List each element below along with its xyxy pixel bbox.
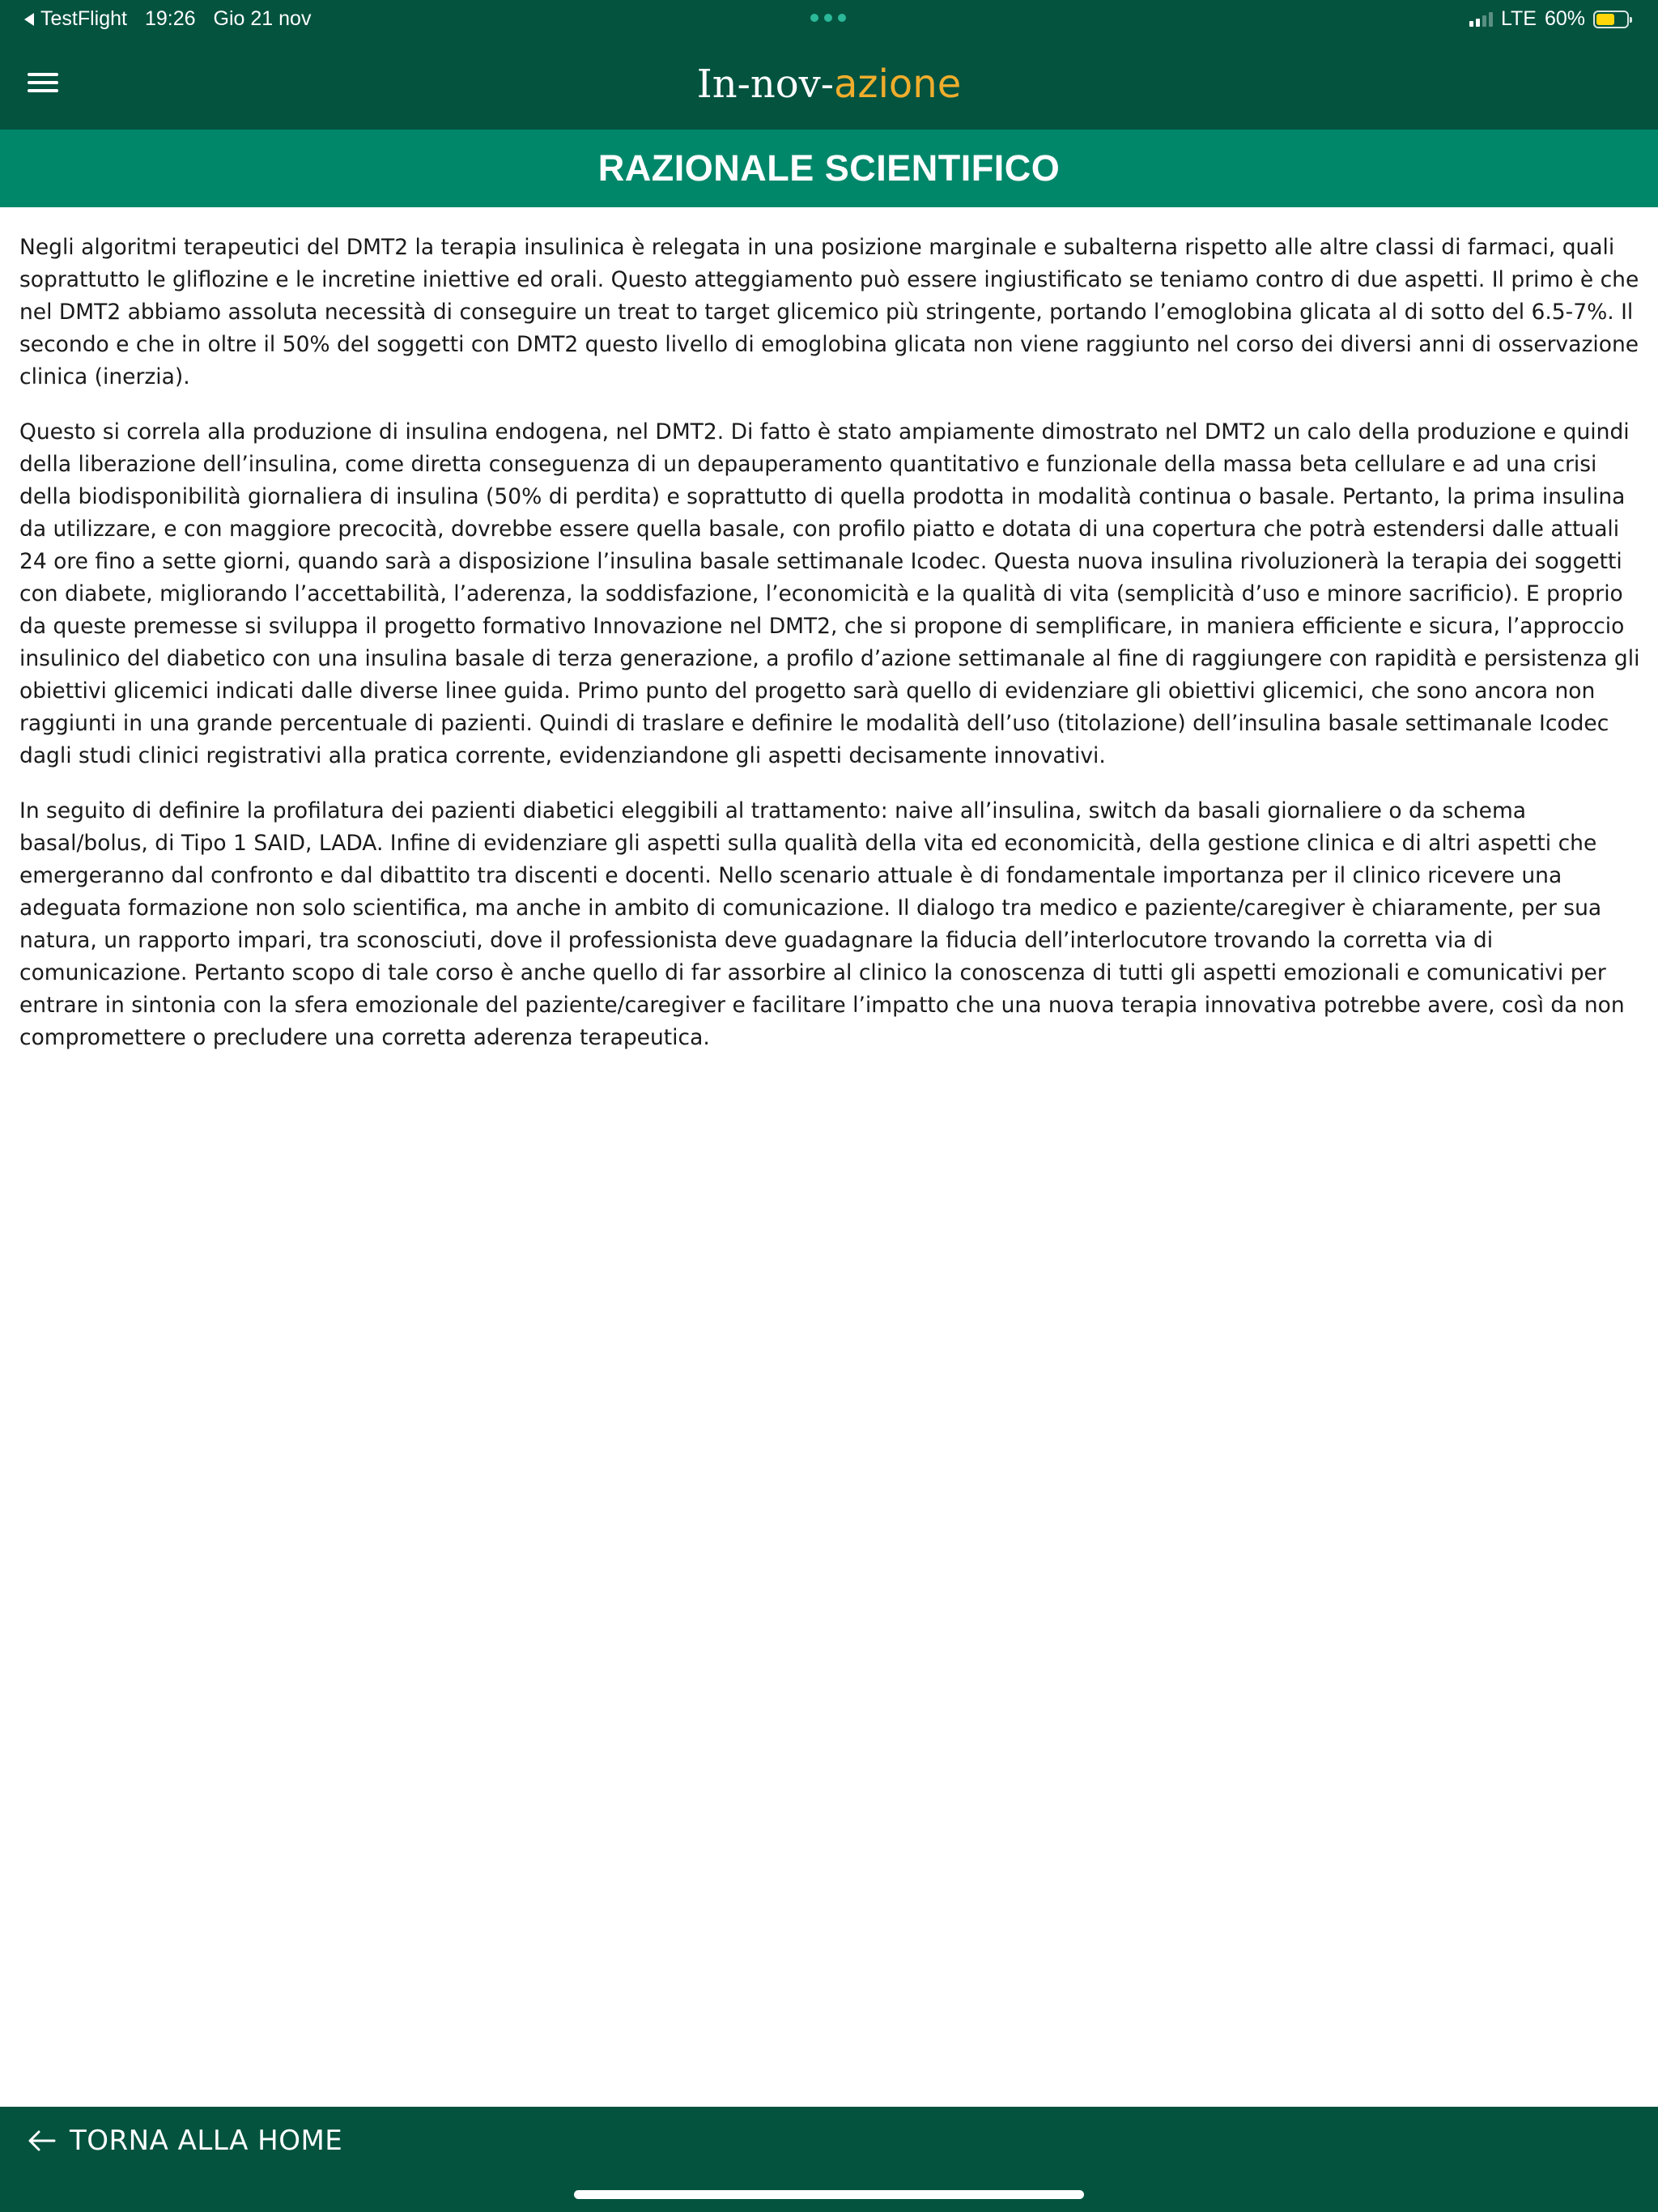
content-body bbox=[19, 232, 1642, 1077]
status-time: 19:26 bbox=[144, 7, 196, 30]
app-title bbox=[0, 62, 1658, 107]
section-title: RAZIONALE SCIENTIFICO bbox=[597, 147, 1061, 189]
battery-icon bbox=[1593, 11, 1629, 28]
app-title-prefix: In-nov- bbox=[696, 62, 834, 107]
app-title-accent: azione bbox=[833, 62, 962, 107]
arrow-left-icon bbox=[28, 2129, 57, 2152]
content-paragraph: In seguito di definire la profilatura dei pazienti diabetici eleggibili al trattamento: naive all’insulina, switch da basali giornaliere o da schema basal/bolus, di Tipo 1 SAID, LADA. Infine di evidenziare gli aspetti sulla qualità della vita ed economicità, della gestione clinica e di altri aspetti che emergeranno dal confronto e dal dibattito tra discenti e docenti. Nello scenario attuale è di fondamentale importanza per il clinico ricevere una adeguata formazione non solo scientifica, ma anche in ambito di comunicazione. Il dialogo tra medico e paziente/caregiver è chiaramente, per sua natura, un rapporto impari, tra sconosciuti, dove il professionista deve guadagnare la fiducia dell’interlocutore trovando la corretta via di comunicazione. Pertanto scopo di tale corso è anche quello di far assorbire al clinico la conoscenza di tutti gli aspetti emozionali e comunicativi per entrare in sintonia con la sfera emozionale del paziente/caregiver e facilitare l’impatto che una nuova terapia innovativa potrebbe avere, così da non compromettere o precludere una corretta aderenza terapeutica. bbox=[19, 798, 1625, 1050]
battery-level-fill bbox=[1596, 14, 1614, 25]
network-type: LTE bbox=[1500, 7, 1537, 30]
back-to-home-label: TORNA ALLA HOME bbox=[70, 2125, 343, 2157]
section-banner bbox=[0, 130, 1658, 207]
cellular-signal-icon bbox=[1469, 12, 1493, 27]
status-date: Gio 21 nov bbox=[213, 7, 312, 30]
back-to-home-button[interactable] bbox=[28, 2125, 342, 2157]
status-left bbox=[24, 7, 311, 31]
battery-percent: 60% bbox=[1544, 7, 1585, 30]
content-paragraph: Negli algoritmi terapeutici del DMT2 la terapia insulinica è relegata in una posizione marginale e subalterna rispetto alle altre classi di farmaci, quali soprattutto le gliflozine e le incretine iniettive ed orali. Questo atteggiamento può essere ingiustificato se teniamo contro di due aspetti. Il primo è che nel DMT2 abbiamo assoluta necessità di conseguire un treat to target glicemico più stringente, portando l’emoglobina glicata al di sotto del 6.5-7%. Il secondo e che in oltre il 50% deI soggetti con DMT2 questo livello di emoglobina glicata non viene raggiunto nel corso dei diversi anni di osservazione clinica (inerzia). bbox=[19, 235, 1639, 389]
app-header bbox=[0, 40, 1658, 130]
back-to-app-button[interactable] bbox=[24, 7, 127, 31]
back-triangle-icon bbox=[24, 13, 34, 26]
status-right bbox=[1469, 7, 1634, 31]
content-paragraph: Questo si correla alla produzione di insulina endogena, nel DMT2. Di fatto è stato ampiamente dimostrato nel DMT2 un calo della produzione e quindi della liberazione dell’insulina, come diretta conseguenza di un depauperamento quantitativo e funzionale della massa beta cellulare e ad una crisi della biodisponibilità giornaliera di insulina (50% di perdita) e soprattutto di quella prodotta in modalità continua o basale. Pertanto, la prima insulina da utilizzare, e con maggiore precocità, dovrebbe essere quella basale, con profilo piatto e dotata di una copertura che potrà estendersi dalle attuali 24 ore fino a sette giorni, quando sarà a disposizione l’insulina basale settimanale Icodec. Questa nuova insulina rivoluzionerà la terapia dei soggetti con diabete, migliorando l’accettabilità, l’aderenza, la soddisfazione, l’economicità e la qualità di vita (semplicità d’uso e minore sacrificio). E proprio da queste premesse si sviluppa il progetto formativo Innovazione nel DMT2, che si propone di semplificare, in maniera efficiente e sicura, l’approccio insulinico del diabetico con una insulina basale di terza generazione, a profilo d’azione settimanale al fine di raggiungere con rapidità e persistenza gli obiettivi glicemici indicati dalle diverse linee guida. Primo punto del progetto sarà quello di evidenziare gli obiettivi glicemici, che sono ancora non raggiunti in una grande percentuale di pazienti. Quindi di traslare e definire le modalità dell’uso (titolazione) dell’insulina basale settimanale Icodec dagli studi clinici registrativi alla pratica corrente, evidenziandone gli aspetti decisamente innovativi. bbox=[19, 419, 1640, 768]
multitasking-dots-icon[interactable] bbox=[810, 14, 846, 22]
home-indicator[interactable] bbox=[574, 2190, 1084, 2199]
status-bar bbox=[0, 0, 1658, 40]
back-app-label: TestFlight bbox=[40, 7, 127, 30]
